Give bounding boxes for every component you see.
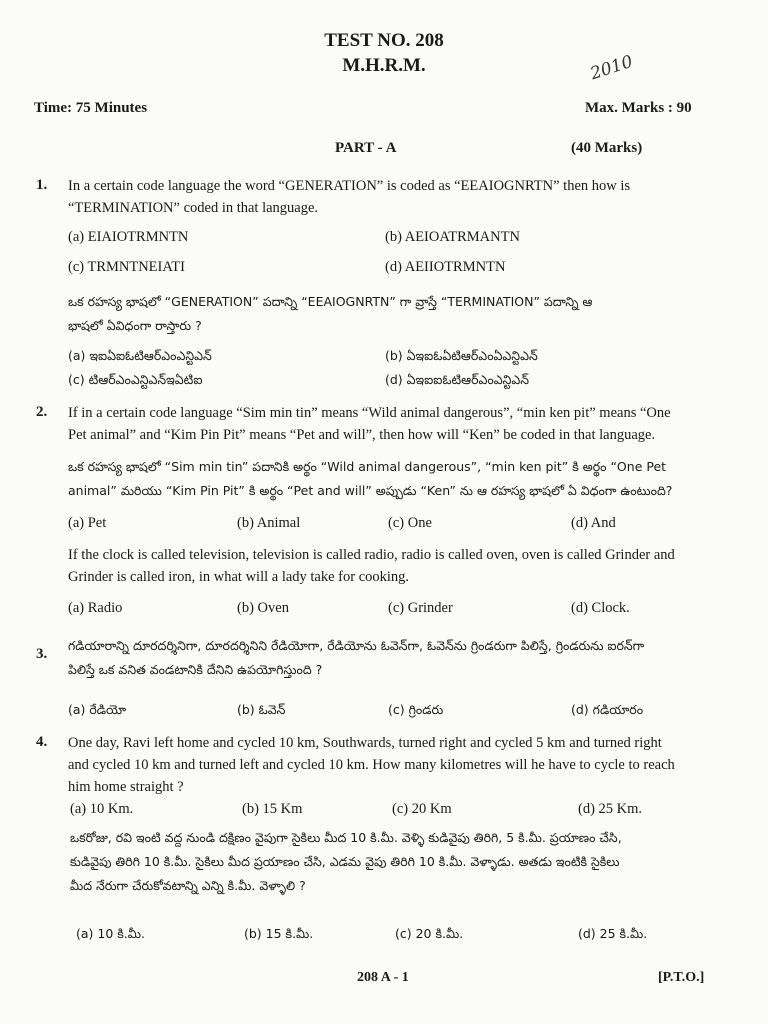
telugu-option-d[interactable]: (d) గడియారం xyxy=(571,702,644,717)
option-a[interactable]: (a) Radio xyxy=(68,600,123,616)
telugu-option-b[interactable]: (b) 15 కి.మీ. xyxy=(244,926,314,941)
option-c[interactable]: (c) Grinder xyxy=(388,600,453,616)
option-d[interactable]: (d) AEIIOTRMNTN xyxy=(385,259,506,275)
option-c[interactable]: (c) 20 Km xyxy=(392,801,452,817)
pto-label: [P.T.O.] xyxy=(658,970,705,985)
option-a[interactable]: (a) EIAIOTRMNTN xyxy=(68,229,189,245)
telugu-option-a[interactable]: (a) రేడియో xyxy=(68,702,127,717)
part-heading: PART - A xyxy=(335,140,397,156)
telugu-option-b[interactable]: (b) ఏఇఐఓఏటిఆర్ఎంఏఎన్టిఎన్ xyxy=(385,348,538,363)
handwritten-year: 2010 xyxy=(587,51,636,85)
test-number: TEST NO. 208 xyxy=(324,30,444,51)
question-number: 4. xyxy=(36,734,48,750)
option-d[interactable]: (d) Clock. xyxy=(571,600,630,616)
question-1-text: In a certain code language the word “GENERATION” is coded as “EEAIOGNRTN” then how is “TERMINATION” coded in that language. xyxy=(68,178,631,216)
question-1-telugu: ఒక రహస్య భాషలో “GENERATION” పదాన్ని “EEAIOGNRTN” గా వ్రాస్తే “TERMINATION” పదాన్ని ఆ భాషలో ఏవిధంగా రాస్తారు ? xyxy=(68,294,593,333)
question-number: 3. xyxy=(36,646,48,662)
telugu-option-c[interactable]: (c) టిఆర్ఎంఎన్టిఎన్ఇఏటిఐ xyxy=(68,372,203,387)
telugu-option-d[interactable]: (d) ఏఇఐఐఓటిఆర్ఎంఎన్టిఎన్ xyxy=(385,372,530,387)
question-number: 2. xyxy=(36,404,48,420)
part-marks: (40 Marks) xyxy=(571,140,643,156)
option-b[interactable]: (b) 15 Km xyxy=(242,801,303,817)
option-d[interactable]: (d) And xyxy=(571,515,616,531)
subject-title: M.H.R.M. xyxy=(342,55,426,76)
option-d[interactable]: (d) 25 Km. xyxy=(578,801,643,817)
telugu-option-a[interactable]: (a) 10 కి.మీ. xyxy=(76,926,145,941)
question-3-telugu: గడియారాన్ని దూరదర్శినిగా, దూరదర్శినిని రేడియోగా, రేడియోను ఓవెన్‌గా, ఓవెన్‌ను గ్రిండరుగా పిలిస్తే, గ్రిండరును ఐరన్‌గా పిలిస్తే ఒక వనిత వండటానికి దేనిని ఉపయోగిస్తుంది ? xyxy=(68,638,645,677)
question-4-text: One day, Ravi left home and cycled 10 km, Southwards, turned right and cycled 5 km and turned right and cycled 10 km and turned left and cycled 10 km. How many kilometres will he have to cycle to reach him home straight ? xyxy=(68,735,675,795)
telugu-option-b[interactable]: (b) ఓవెన్ xyxy=(237,702,286,717)
option-c[interactable]: (c) One xyxy=(388,515,432,531)
option-b[interactable]: (b) AEIOATRMANTN xyxy=(385,229,520,245)
option-b[interactable]: (b) Animal xyxy=(237,515,301,531)
telugu-option-d[interactable]: (d) 25 కి.మీ. xyxy=(578,926,648,941)
telugu-option-c[interactable]: (c) గ్రిండరు xyxy=(388,702,444,717)
telugu-option-a[interactable]: (a) ఇఐఏఐఓటిఆర్ఎంఎన్టిఎన్ xyxy=(68,348,212,363)
time-label: Time: 75 Minutes xyxy=(34,100,148,116)
question-3-text: If the clock is called television, television is called radio, radio is called oven, oven is called Grinder and Grinder is called iron, in what will a lady take for cooking. xyxy=(68,547,675,585)
option-a[interactable]: (a) Pet xyxy=(68,515,107,531)
max-marks-label: Max. Marks : 90 xyxy=(585,100,692,116)
question-2-telugu: ఒక రహస్య భాషలో “Sim min tin” పదానికి అర్థం “Wild animal dangerous”, “min ken pit” కి అర్థం “One Pet animal” మరియు “Kim Pin Pit” కి అర్థం “Pet and will” అప్పుడు “Ken” ను ఆ రహస్య భాషలో ఏ విధంగా ఉంటుంది? xyxy=(68,459,673,498)
option-c[interactable]: (c) TRMNTNEIATI xyxy=(68,259,185,275)
option-b[interactable]: (b) Oven xyxy=(237,600,289,616)
question-2-text: If in a certain code language “Sim min tin” means “Wild animal dangerous”, “min ken pit” means “One Pet animal” and “Kim Pin Pit” means “Pet and will”, then how will “Ken” be coded in that language. xyxy=(68,405,671,443)
question-number: 1. xyxy=(36,177,48,193)
question-4-telugu: ఒకరోజు, రవి ఇంటి వద్ద నుండి దక్షిణం వైపుగా సైకిలు మీద 10 కి.మీ. వెళ్ళి కుడివైపు తిరిగి, 5 కి.మీ. ప్రయాణం చేసి, కుడివైపు తిరిగి 10 కి.మీ. సైకిలు మీద ప్రయాణం చేసి, ఎడమ వైపు తిరిగి 10 కి.మీ. వెళ్ళాడు. అతడు ఇంటికి సైకిలు మీద నేరుగా చేరుకోవటాన్ని ఎన్ని కి.మీ. వెళ్ళాలి ? xyxy=(70,830,622,893)
option-a[interactable]: (a) 10 Km. xyxy=(70,801,134,817)
telugu-option-c[interactable]: (c) 20 కి.మీ. xyxy=(395,926,464,941)
page-number: 208 A - 1 xyxy=(357,970,409,985)
